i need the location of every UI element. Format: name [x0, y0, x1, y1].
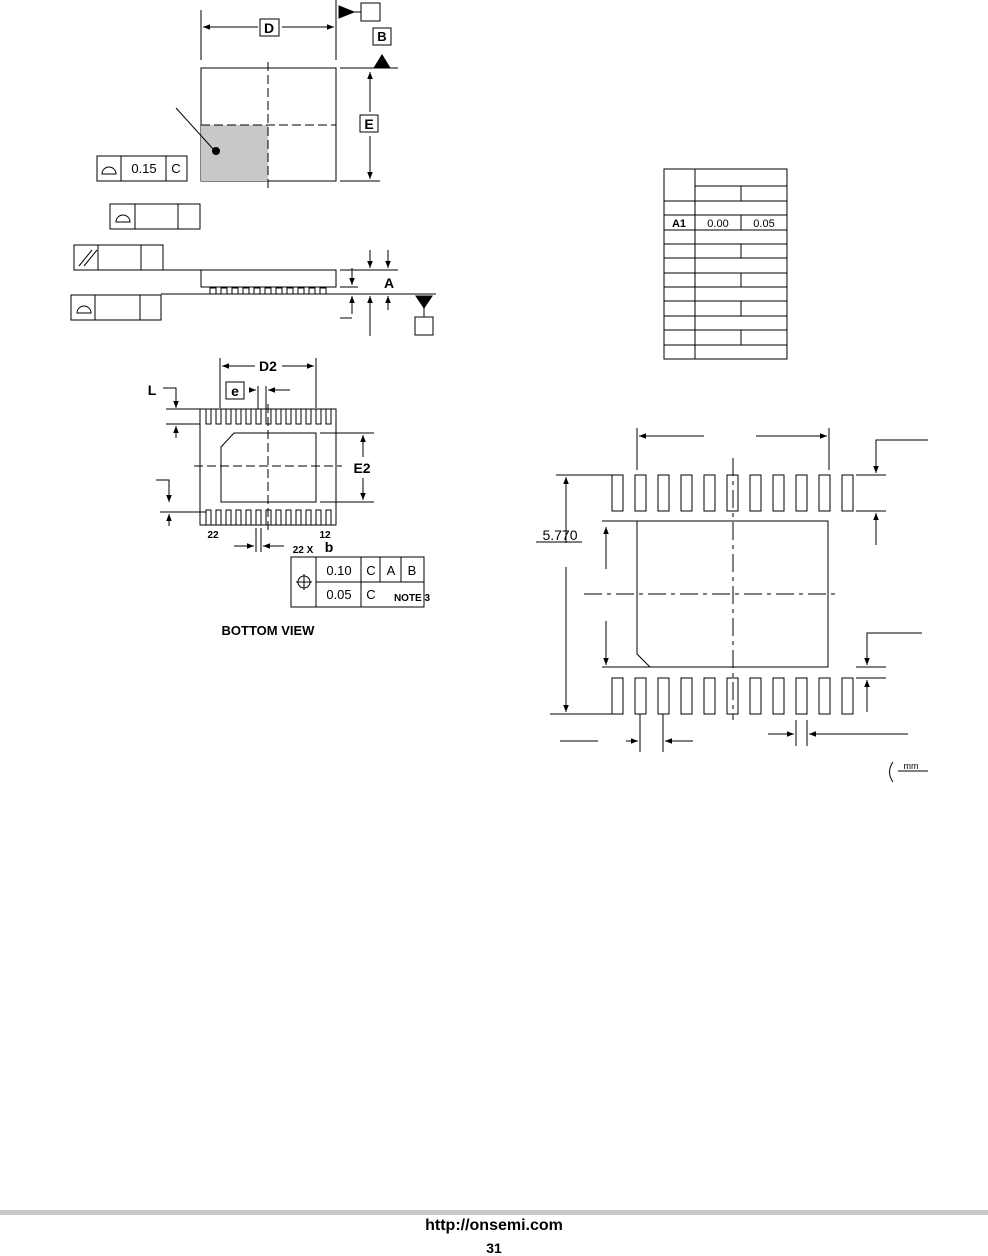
side-leads	[210, 288, 326, 294]
tol-value-top: 0.15	[131, 161, 157, 176]
pos-tol-datum-c: C	[366, 563, 376, 578]
pos-tol-value-2: 0.05	[326, 587, 352, 602]
lead-count-label: 22 X	[292, 545, 314, 556]
dim-e-label: E	[364, 116, 374, 132]
dim-a-label: A	[383, 275, 395, 291]
tol-datum-top: C	[171, 161, 181, 176]
pin-22-label: 22	[207, 530, 219, 541]
footprint	[536, 428, 928, 782]
pos-tol-datum-b: B	[407, 563, 417, 578]
table-a1-label: A1	[671, 218, 687, 230]
footer-url[interactable]: http://onsemi.com	[425, 1217, 563, 1234]
datum-b-label: B	[377, 29, 387, 44]
footprint-unit: mm	[903, 761, 919, 771]
dim-e2-label: E2	[353, 460, 371, 476]
table-a1-min: 0.00	[707, 218, 729, 230]
dim-table	[664, 169, 787, 359]
pin-12-label: 12	[319, 530, 331, 541]
side-view	[71, 245, 436, 336]
page-number: 31	[486, 1240, 502, 1256]
pos-tol-datum-c2: C	[366, 587, 376, 602]
footprint-height-dim: 5.770	[542, 527, 578, 543]
bottom-view	[156, 358, 424, 607]
pos-tol-datum-a: A	[386, 563, 396, 578]
bottom-view-label: BOTTOM VIEW	[221, 623, 315, 638]
footer-rule	[0, 1210, 988, 1215]
note-3-label: NOTE 3	[393, 593, 431, 604]
pos-tol-value-1: 0.10	[326, 563, 352, 578]
table-a1-max: 0.05	[753, 218, 775, 230]
dim-d-label: D	[263, 20, 275, 36]
dim-e-pitch-label: e	[231, 383, 239, 399]
dim-b-label: b	[324, 539, 334, 555]
dim-l-label: L	[147, 382, 157, 398]
top-view	[97, 0, 398, 229]
dim-d2-label: D2	[259, 358, 277, 374]
